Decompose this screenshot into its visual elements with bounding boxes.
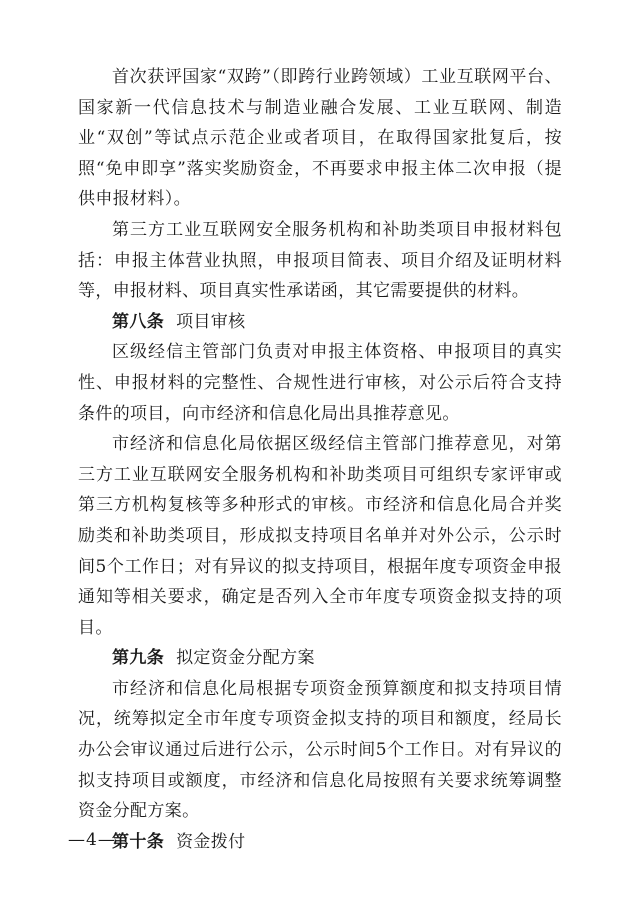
- article-number: 第九条: [112, 648, 165, 669]
- article-title: 项目审核: [176, 311, 246, 332]
- article-number: 第十条: [112, 831, 165, 852]
- article-number: 第八条: [112, 311, 165, 332]
- article-heading-9: [78, 643, 562, 674]
- article-heading-10: [78, 827, 562, 858]
- paragraph-application-materials: 第三方工业互联网安全服务机构和补助类项目申报材料包括：申报主体营业执照，申报项目简表、项目介绍及证明材料等，申报材料、项目真实性承诺函，其它需要提供的材料。: [78, 219, 562, 302]
- article-title: 拟定资金分配方案: [176, 648, 315, 669]
- page-number: —4—: [68, 830, 116, 850]
- paragraph-city-review: 市经济和信息化局依据区级经信主管部门推荐意见，对第三方工业互联网安全服务机构和补助类项目可组织专家评审或第三方机构复核等多种形式的审核。市经济和信息化局合并奖励类和补助类项目，形成拟支持项目名单并对外公示，公示时间5个工作日；对有异议的拟支持项目，根据年度专项资金申报通知等相关要求，确定是否列入全市年度专项资金拟支持的项目。: [78, 434, 562, 638]
- article-heading-8: [78, 307, 562, 338]
- article-title: 资金拨付: [176, 831, 246, 852]
- paragraph-fund-allocation: 市经济和信息化局根据专项资金预算额度和拟支持项目情况，统筹拟定全市年度专项资金拟支持的项目和额度，经局长办公会审议通过后进行公示，公示时间5个工作日。对有异议的拟支持项目或额度，市经济和信息化局按照有关要求统筹调整资金分配方案。: [78, 678, 562, 822]
- document-body: [78, 62, 562, 857]
- paragraph-district-review: 区级经信主管部门负责对申报主体资格、申报项目的真实性、申报材料的完整性、合规性进行审核，对公示后符合支持条件的项目，向市经济和信息化局出具推荐意见。: [78, 342, 562, 424]
- paragraph-exemption-rule: 首次获评国家“双跨”（即跨行业跨领域）工业互联网平台、国家新一代信息技术与制造业融合发展、工业互联网、制造业“双创”等试点示范企业或者项目，在取得国家批复后，按照“免申即享”落实奖励资金，不再要求申报主体二次申报（提供申报材料）。: [78, 67, 562, 210]
